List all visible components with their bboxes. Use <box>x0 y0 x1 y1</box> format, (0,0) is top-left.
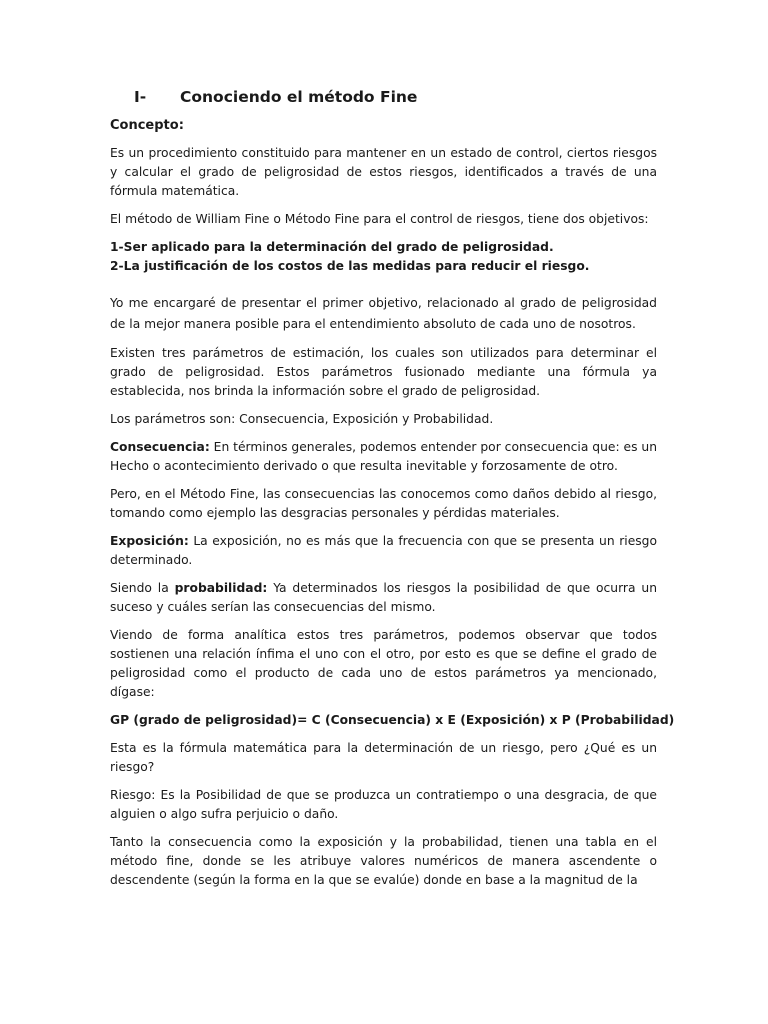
section-heading <box>110 84 657 110</box>
probabilidad-prefix: Siendo la <box>110 581 175 595</box>
paragraph-riesgo <box>110 786 657 824</box>
paragraph-parameters-list: Los parámetros son: Consecuencia, Exposición y Probabilidad. <box>110 412 494 426</box>
paragraph-analysis: Viendo de forma analítica estos tres parámetros, podemos observar que todos sostienen una relación ínfima el uno con el otro, por esto es que se define el grado de peligrosidad como el producto de cada uno de estos parámetros ya mencionado, dígase: <box>110 628 657 699</box>
concepto-label: Concepto: <box>110 118 184 133</box>
section-number: I- <box>134 88 147 106</box>
consecuencia-text: En términos generales, podemos entender por consecuencia que: es un Hecho o acontecimiento derivado o que resulta inevitable y forzosamente de otro. <box>110 440 657 473</box>
paragraph-metodo-fine: Pero, en el Método Fine, las consecuencias las conocemos como daños debido al riesgo, tomando como ejemplo las desgracias personales y pérdidas materiales. <box>110 487 657 520</box>
riesgo-label: Riesgo: <box>110 788 156 802</box>
document-page <box>110 84 675 899</box>
paragraph-probabilidad <box>110 579 657 617</box>
exposicion-text: La exposición, no es más que la frecuencia con que se presenta un riesgo determinado. <box>110 534 657 567</box>
paragraph-question: Esta es la fórmula matemática para la determinación de un riesgo, pero ¿Qué es un riesgo? <box>110 741 657 774</box>
paragraph-presentation: Yo me encargaré de presentar el primer objetivo, relacionado al grado de peligrosidad de la mejor manera posible para el entendimiento absoluto de cada uno de nosotros. <box>110 296 657 331</box>
paragraph-definition: Es un procedimiento constituido para mantener en un estado de control, ciertos riesgos y calcular el grado de peligrosidad de estos riesgos, identificados a través de una fórmula matemática. <box>110 146 657 198</box>
paragraph-objectives-intro: El método de William Fine o Método Fine para el control de riesgos, tiene dos objetivos: <box>110 212 649 226</box>
objective-1: 1-Ser aplicado para la determinación del grado de peligrosidad. <box>110 240 554 254</box>
objective-2: 2-La justificación de los costos de las medidas para reducir el riesgo. <box>110 259 590 273</box>
riesgo-text: Es la Posibilidad de que se produzca un contratiempo o una desgracia, de que alguien o algo sufra perjuicio o daño. <box>110 788 657 821</box>
consecuencia-label: Consecuencia: <box>110 440 210 454</box>
section-title: Conociendo el método Fine <box>180 88 418 106</box>
probabilidad-label: probabilidad: <box>174 581 268 595</box>
paragraph-parameters: Existen tres parámetros de estimación, los cuales son utilizados para determinar el grado de peligrosidad. Estos parámetros fusionado mediante una fórmula ya establecida, nos brinda la información sobre el grado de peligrosidad. <box>110 346 657 398</box>
paragraph-consecuencia <box>110 438 657 476</box>
paragraph-tables: Tanto la consecuencia como la exposición y la probabilidad, tienen una tabla en el método fine, donde se les atribuye valores numéricos de manera ascendente o descendente (según la forma en la que se evalúe) donde en base a la magnitud de la <box>110 835 657 887</box>
objectives-list <box>110 238 657 276</box>
formula: GP (grado de peligrosidad)= C (Consecuencia) x E (Exposición) x P (Probabilidad) <box>110 713 675 727</box>
exposicion-label: Exposición: <box>110 534 189 548</box>
paragraph-exposicion <box>110 532 657 570</box>
probabilidad-text: Ya determinados los riesgos la posibilidad de que ocurra un suceso y cuáles serían las consecuencias del mismo. <box>110 581 657 614</box>
